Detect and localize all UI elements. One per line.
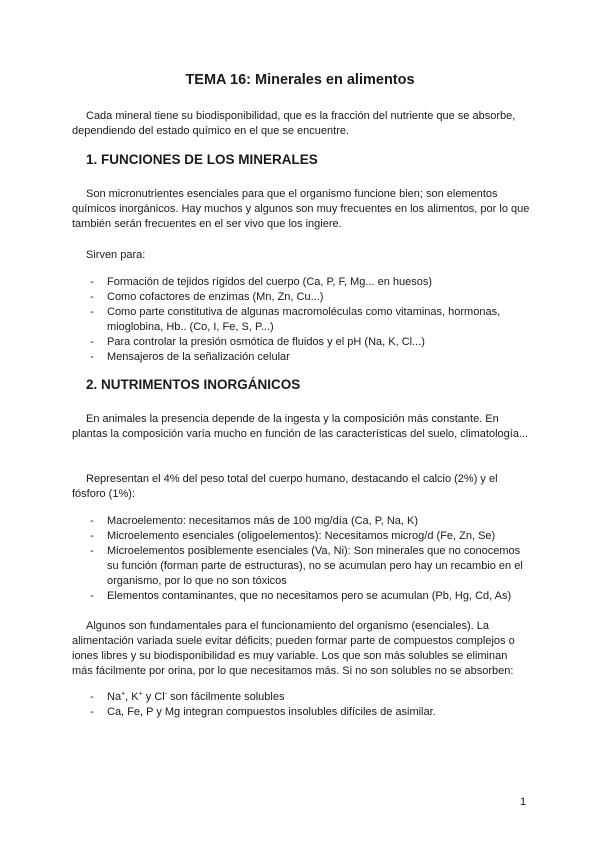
section-2-list	[72, 514, 530, 604]
section-2-paragraph-3	[72, 619, 530, 679]
dash: -	[90, 515, 94, 527]
list-item-text: son fácilmente solubles	[170, 691, 285, 703]
paragraph-text: Representan el 4% del peso total del cuerpo humano, destacando el calcio (2%) y el fósforo (1%):	[72, 473, 498, 500]
chloride: y Cl	[145, 691, 165, 703]
intro-paragraph	[72, 109, 530, 139]
list-item	[72, 350, 530, 365]
list-item	[72, 275, 530, 290]
list-item	[72, 305, 530, 335]
list-item	[72, 290, 530, 305]
dash: -	[90, 291, 94, 303]
dash: -	[90, 545, 94, 557]
list-item-text: Como parte constitutiva de algunas macromoléculas como vitaminas, hormonas, mioglobina, Hb.. (Co, I, Fe, S, P...)	[107, 306, 501, 333]
dash: -	[90, 691, 94, 703]
list-item-text: Formación de tejidos rígidos del cuerpo (Ca, P, F, Mg... en huesos)	[107, 276, 433, 288]
charge: -	[164, 690, 168, 698]
section-1-paragraph-2	[72, 248, 530, 263]
section-1-list	[72, 275, 530, 365]
paragraph-text: En animales la presencia depende de la ingesta y la composición más constante. En plantas la composición varía mucho en función de las características del suelo, climatología...	[72, 413, 529, 440]
list-item-text: Macroelemento: necesitamos más de 100 mg/día (Ca, P, Na, K)	[107, 515, 418, 527]
paragraph-text: Son micronutrientes esenciales para que el organismo funcione bien; son elementos químicos inorgánicos. Hay muchos y algunos son muy frecuentes en los alimentos, por lo que también serán frecuentes en el ser vivo que los ingiere.	[72, 188, 530, 230]
list-item	[72, 514, 530, 529]
paragraph-text: Algunos son fundamentales para el funcionamiento del organismo (esenciales). La alimentación variada suele evitar déficits; pueden formar parte de compuestos complejos o iones libres y su biodisponibilidad es muy variable. Los que son más solubles se eliminan más fácilmente por orina, por lo que necesitamos más. Si no son solubles no se absorben:	[72, 620, 515, 677]
list-item	[72, 705, 530, 720]
dash: -	[90, 590, 94, 602]
list-item-text: Elementos contaminantes, que no necesitamos pero se acumulan (Pb, Hg, Cd, As)	[107, 590, 512, 602]
dash: -	[90, 306, 94, 318]
paragraph-text: Sirven para:	[86, 249, 146, 261]
list-item-text: Ca, Fe, P y Mg integran compuestos insolubles difíciles de asimilar.	[107, 706, 436, 718]
list-item	[72, 335, 530, 350]
dash: -	[90, 706, 94, 718]
list-item-text: Para controlar la presión osmótica de fluidos y el pH (Na, K, Cl...)	[107, 336, 425, 348]
dash: -	[90, 276, 94, 288]
list-item-text: Microelementos posiblemente esenciales (Va, Ni): Son minerales que no conocemos su función (forman parte de estructuras), no se acumulan pero hay un recambio en el organismo, por lo que no son tóxicos	[107, 545, 523, 587]
list-item	[72, 529, 530, 544]
section-1-paragraph-1	[72, 187, 530, 232]
dash: -	[90, 351, 94, 363]
page-number: 1	[520, 796, 527, 808]
list-item: - Na+, K+ y Cl- son fácilmente solubles	[90, 690, 285, 703]
intro-text: Cada mineral tiene su biodisponibilidad, que es la fracción del nutriente que se absorbe, dependiendo del estado químico en el que se encuentre.	[72, 110, 516, 137]
list-item-text: Mensajeros de la señalización celular	[107, 351, 290, 363]
sodium: Na	[107, 691, 122, 703]
charge: +	[121, 690, 126, 698]
solubility-list	[72, 690, 530, 720]
page-title: TEMA 16: Minerales en alimentos	[185, 72, 415, 88]
section-1-heading: 1. FUNCIONES DE LOS MINERALES	[86, 152, 318, 167]
section-2-heading: 2. NUTRIMENTOS INORGÁNICOS	[86, 377, 301, 392]
dash: -	[90, 336, 94, 348]
list-item-text: Microelemento esenciales (oligoelementos): Necesitamos microg/d (Fe, Zn, Se)	[107, 530, 496, 542]
list-item-text: Como cofactores de enzimas (Mn, Zn, Cu...)	[107, 291, 324, 303]
list-item	[72, 544, 530, 589]
section-2-paragraph-2	[72, 472, 530, 502]
charge: +	[138, 690, 143, 698]
dash: -	[90, 530, 94, 542]
list-item	[72, 589, 530, 604]
section-2-paragraph-1	[72, 412, 530, 442]
potassium: K	[131, 691, 139, 703]
